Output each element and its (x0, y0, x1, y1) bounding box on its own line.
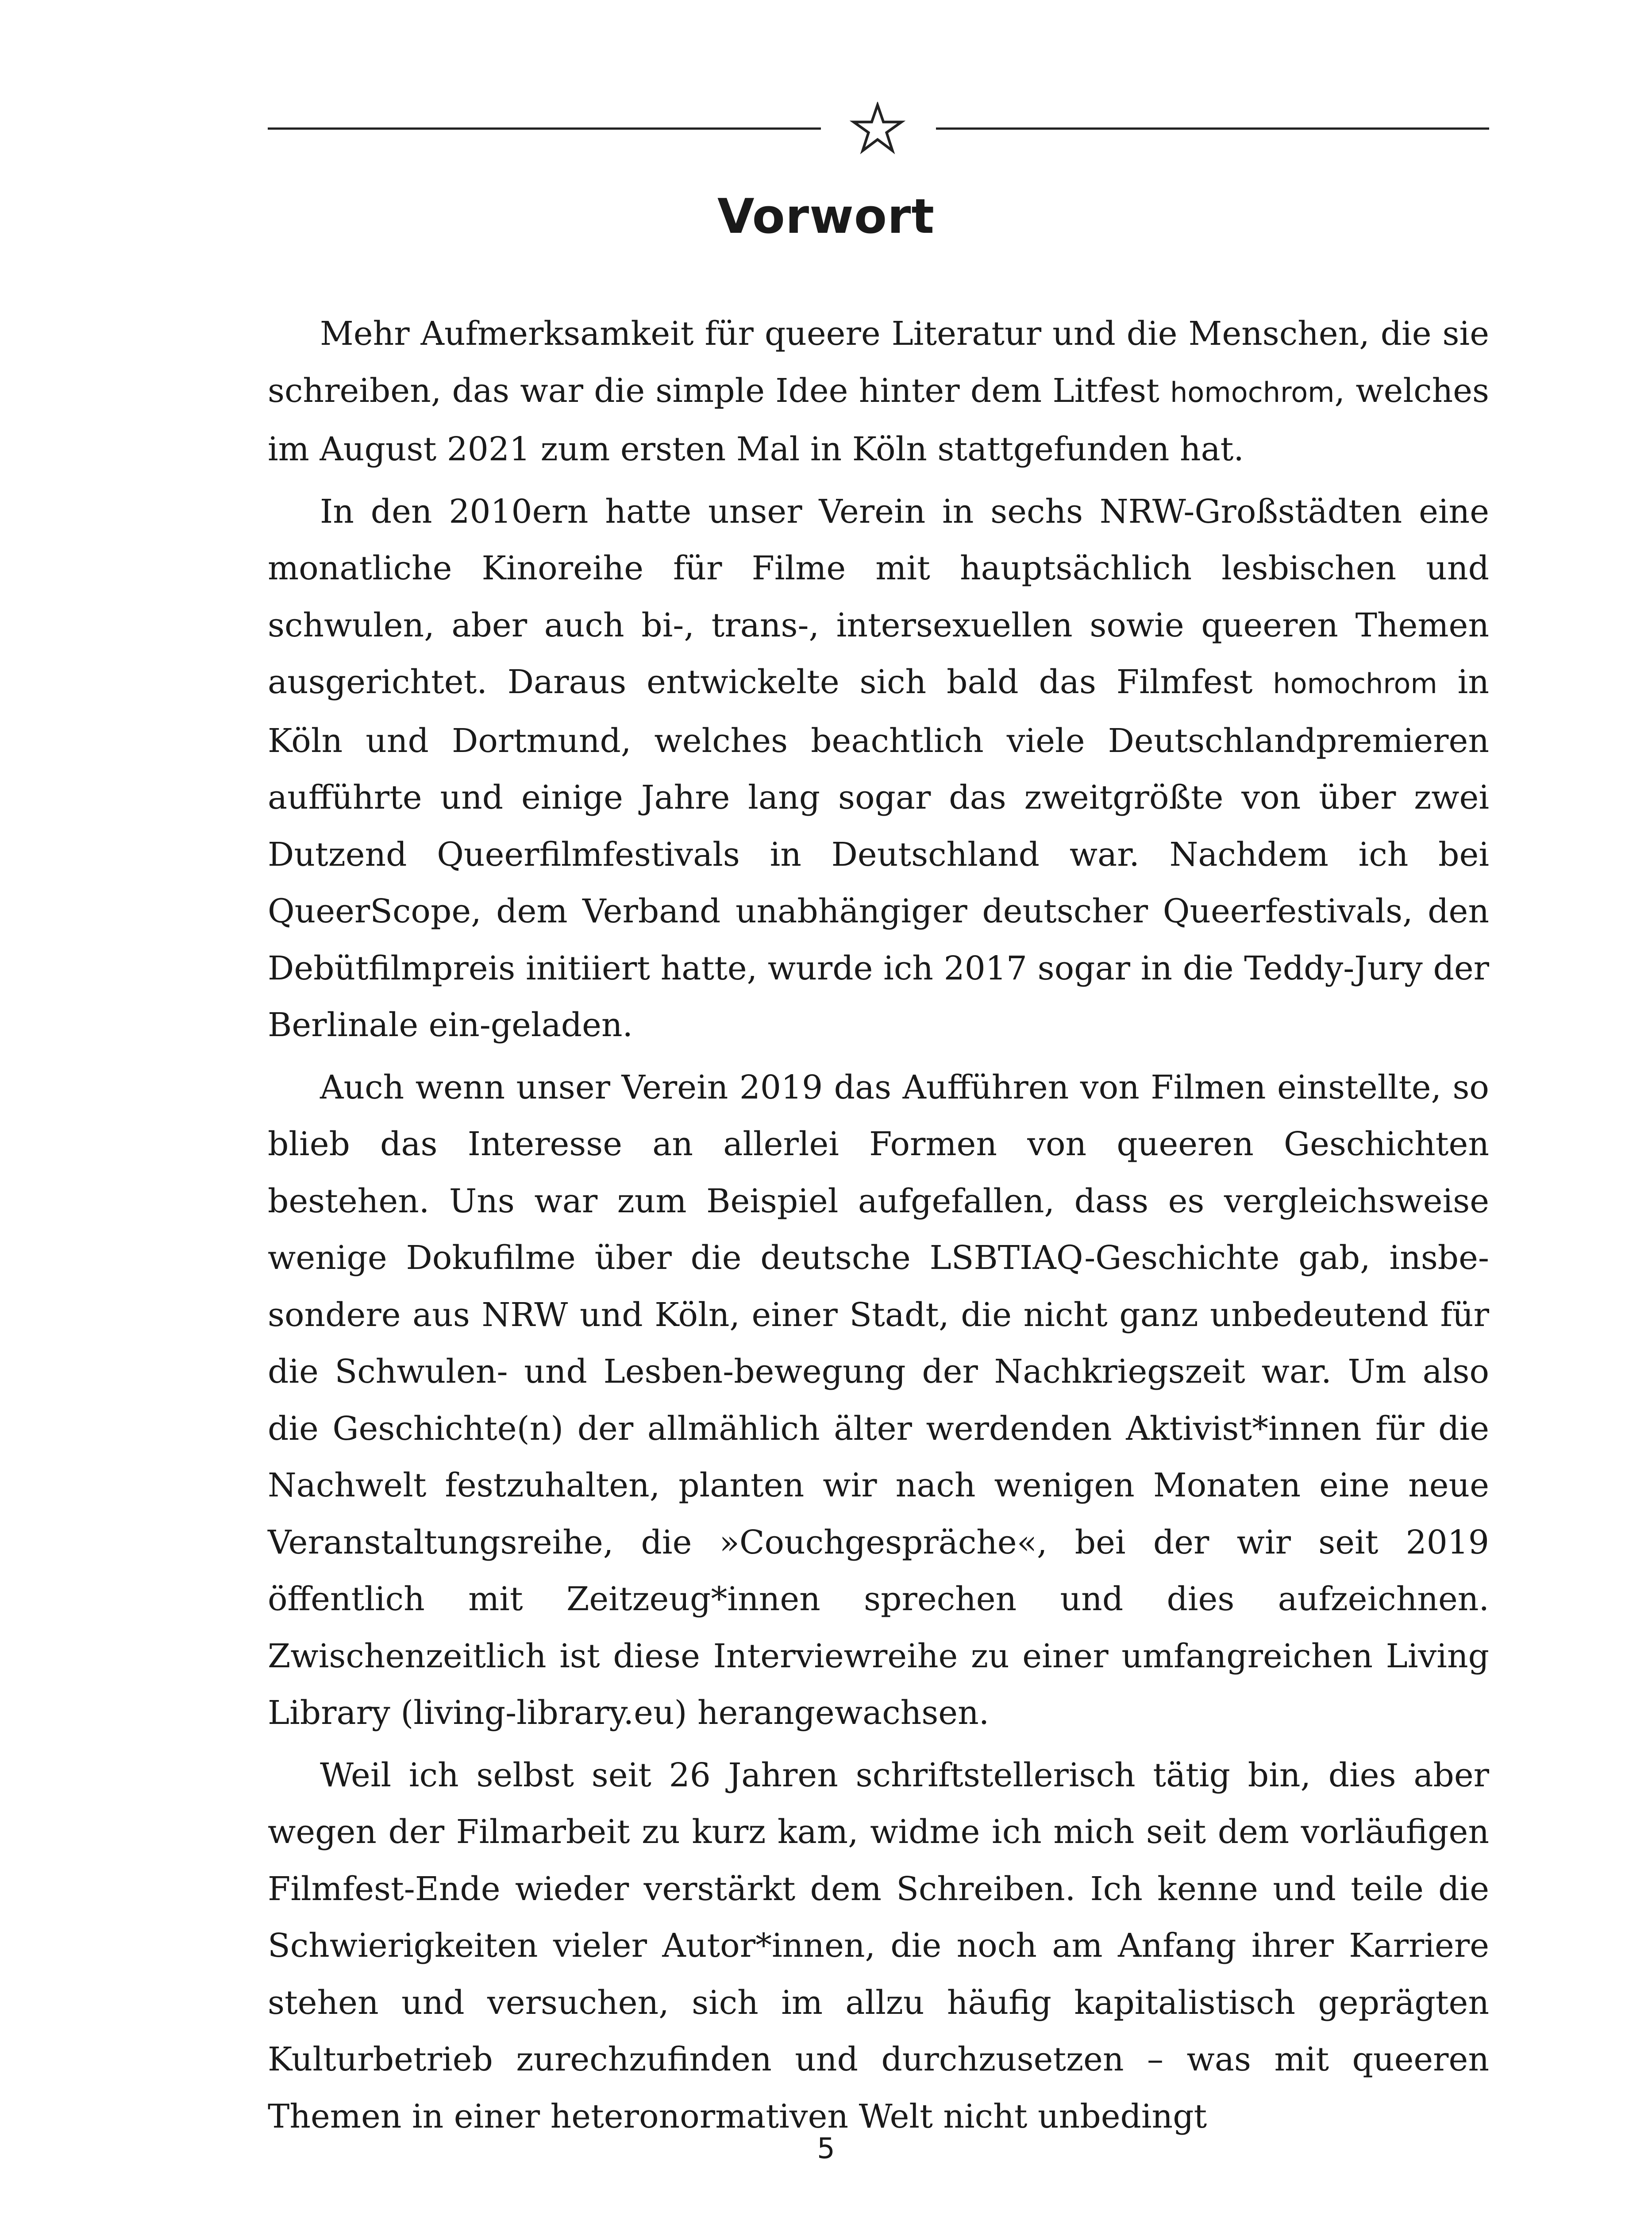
ornament-rule-right (936, 127, 1489, 130)
festival-name: homochrom (1170, 376, 1335, 409)
paragraph-1 (268, 305, 1489, 478)
paragraph-1-text-a: Mehr Aufmerksamkeit für queere Literatur und die Menschen, die sie schreiben, das war die simple Idee hinter dem Litfest (268, 315, 1489, 410)
paragraph-2-text-c: in Köln und Dortmund, welches beachtlich viele Deutschlandpremieren aufführte und einige Jahre lang sogar das zweitgrößte von über zwei Dutzend Queerfilmfestivals in Deutschland war. Nachdem ich bei QueerScope, dem Verband unabhängiger deutscher Queerfestivals, den Debütfilmpreis initiiert hatte, wurde ich 2017 sogar in die Teddy-Jury der Berlinale ein-geladen. (268, 663, 1489, 1044)
chapter-title: Vorwort (717, 189, 935, 244)
body-text (268, 305, 1489, 2145)
paragraph-2 (268, 483, 1489, 1054)
ornament-rule-left (268, 127, 821, 130)
paragraph-1-text-c: , welches im August 2021 zum ersten Mal in Köln stattgefunden hat. (268, 371, 1489, 468)
star-outline-icon (849, 102, 906, 155)
paragraph-2-text-a: In den 2010ern hatte unser Verein in sechs NRW-Großstädten eine monatliche Kinoreihe für Filme mit hauptsächlich lesbischen und schwulen, aber auch bi-, trans-, intersexuellen sowie queeren Themen ausgerichtet. Daraus entwickelte sich bald das Filmfest (268, 492, 1489, 701)
paragraph-3: Auch wenn unser Verein 2019 das Aufführen von Filmen einstellte, so blieb das Interesse an allerlei Formen von queeren Geschichten bestehen. Uns war zum Beispiel aufgefallen, dass es vergleichsweise wenige Dokufilme über die deutsche LSBTIAQ-Geschichte gab, insbesondere aus NRW und Köln, einer Stadt, die nicht ganz unbedeutend für die Schwulen- und Lesben-bewegung der Nachkriegszeit war. Um also die Geschichte(n) der allmählich älter werdenden Aktivist*innen für die Nachwelt festzuhalten, planten wir nach wenigen Monaten eine neue Veranstaltungsreihe, die »Couchgespräche«, bei der wir seit 2019 öffentlich mit Zeitzeug*innen sprechen und dies aufzeichnen. Zwischenzeitlich ist diese Interviewreihe zu einer umfangreichen Living Library (living-library.eu) herangewachsen. (268, 1068, 1489, 1732)
paragraph-4: Weil ich selbst seit 26 Jahren schriftstellerisch tätig bin, dies aber wegen der Filmarbeit zu kurz kam, widme ich mich seit dem vorläufigen Filmfest-Ende wieder verstärkt dem Schreiben. Ich kenne und teile die Schwierigkeiten vieler Autor*innen, die noch am Anfang ihrer Karriere stehen und versuchen, sich im allzu häufig kapitalistisch geprägten Kulturbetrieb zurechzufinden und durchzusetzen – was mit queeren Themen in einer heteronormativen Welt nicht unbedingt (268, 1756, 1489, 2136)
chapter-ornament (268, 102, 1489, 155)
festival-name: homochrom (1273, 667, 1437, 700)
page-number: 5 (817, 2132, 835, 2165)
